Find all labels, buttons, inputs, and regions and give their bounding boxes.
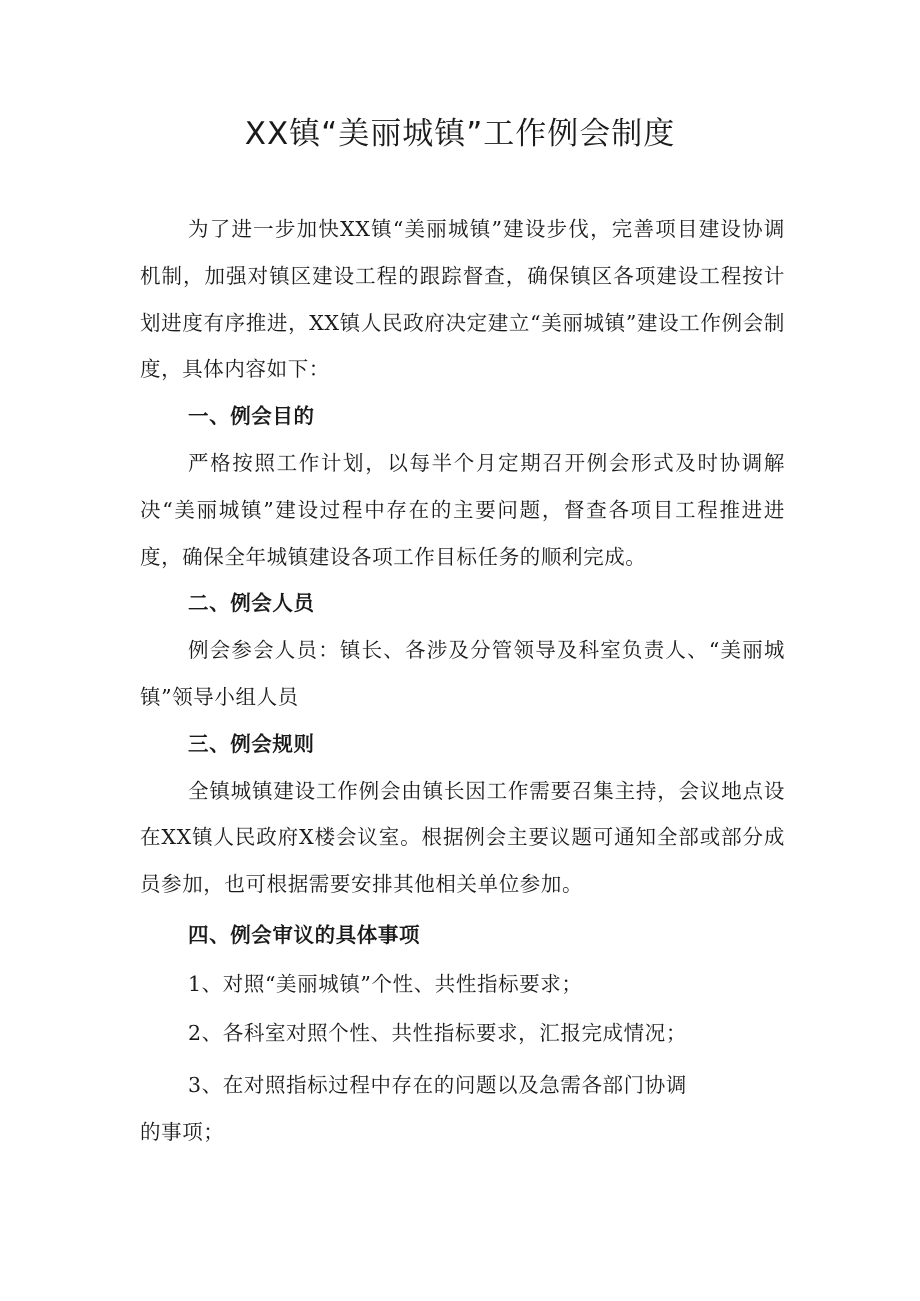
intro-paragraph: 为了进一步加快XX镇“美丽城镇”建设步伐，完善项目建设协调机制，加强对镇区建设工程的跟踪督查，确保镇区各项建设工程按计划进度有序推进，XX镇人民政府决定建立“美丽城镇”建设工作例会制度，具体内容如下： — [140, 217, 785, 382]
document-body — [140, 206, 785, 1156]
agenda-item — [140, 1062, 785, 1156]
agenda-item: 2、各科室对照个性、共性指标要求，汇报完成情况； — [188, 1020, 687, 1045]
section-heading-rules: 三、例会规则 — [188, 731, 315, 756]
section-heading-attendees: 二、例会人员 — [188, 591, 315, 616]
section-body-rules: 全镇城镇建设工作例会由镇长因工作需要召集主持，会议地点设在XX镇人民政府X楼会议室。根据例会主要议题可通知全部或部分成员参加，也可根据需要安排其他相关单位参加。 — [140, 778, 785, 897]
document-title: XX镇“美丽城镇”工作例会制度 — [244, 116, 676, 152]
agenda-item-line: 的事项； — [140, 1120, 225, 1145]
section-heading-agenda: 四、例会审议的具体事项 — [188, 922, 421, 947]
section-body-purpose: 严格按照工作计划，以每半个月定期召开例会形式及时协调解决“美丽城镇”建设过程中存在的主要问题，督查各项目工程推进进度，确保全年城镇建设各项工作目标任务的顺利完成。 — [140, 450, 785, 569]
agenda-item: 1、对照“美丽城镇”个性、共性指标要求； — [188, 971, 583, 996]
agenda-item-line: 3、在对照指标过程中存在的问题以及急需各部门协调 — [188, 1073, 687, 1098]
section-body-attendees: 例会参会人员：镇长、各涉及分管领导及科室负责人、“美丽城镇”领导小组人员 — [140, 638, 785, 709]
section-heading-purpose: 一、例会目的 — [188, 404, 315, 429]
